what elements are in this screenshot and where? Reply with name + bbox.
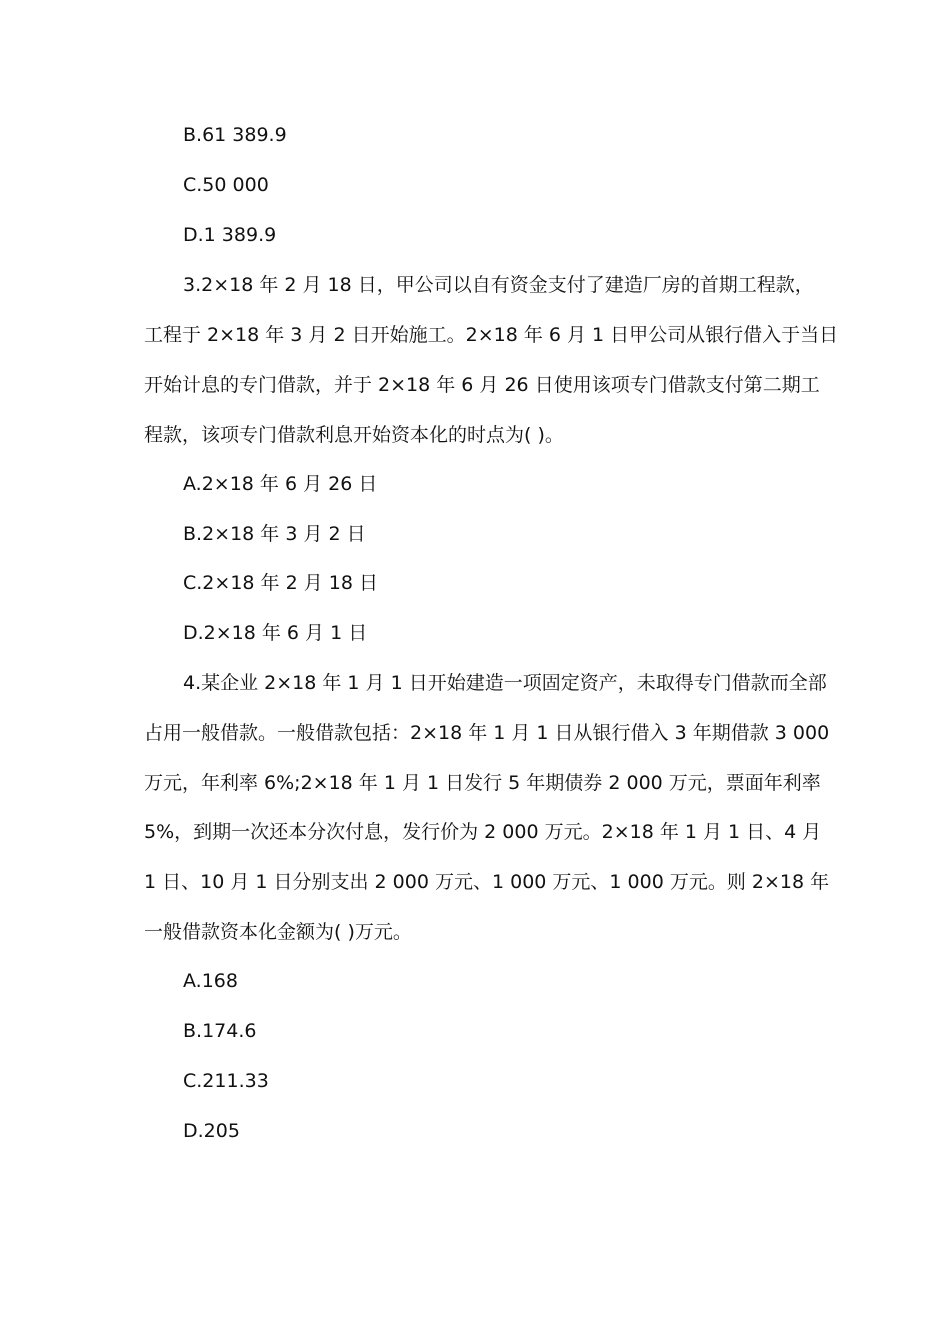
q4-stem-line-3: 万元，年利率 6%;2×18 年 1 月 1 日发行 5 年期债券 2 000 万元，票面年利率 <box>144 772 821 794</box>
q3-stem-line-2: 工程于 2×18 年 3 月 2 日开始施工。2×18 年 6 月 1 日甲公司从银行借入于当日 <box>144 324 839 346</box>
q3-option-d: D.2×18 年 6 月 1 日 <box>183 622 368 644</box>
q4-stem-line-6: 一般借款资本化金额为( )万元。 <box>144 921 412 943</box>
q3-stem-line-4: 程款，该项专门借款利息开始资本化的时点为( )。 <box>144 424 564 446</box>
q3-option-c: C.2×18 年 2 月 18 日 <box>183 572 378 594</box>
q4-option-b: B.174.6 <box>183 1020 257 1042</box>
q4-option-d: D.205 <box>183 1120 240 1142</box>
q3-stem-line-3: 开始计息的专门借款，并于 2×18 年 6 月 26 日使用该项专门借款支付第二期工 <box>144 374 820 396</box>
q4-stem-line-1: 4.某企业 2×18 年 1 月 1 日开始建造一项固定资产，未取得专门借款而全部 <box>183 672 827 694</box>
q3-option-b: B.2×18 年 3 月 2 日 <box>183 523 366 545</box>
q4-stem-line-4: 5%，到期一次还本分次付息，发行价为 2 000 万元。2×18 年 1 月 1 日、4 月 <box>144 821 822 843</box>
q2-option-b: B.61 389.9 <box>183 124 287 146</box>
q4-stem-line-5: 1 日、10 月 1 日分别支出 2 000 万元、1 000 万元、1 000 万元。则 2×18 年 <box>144 871 830 893</box>
q2-option-c: C.50 000 <box>183 174 269 196</box>
q2-option-d: D.1 389.9 <box>183 224 277 246</box>
q4-option-c: C.211.33 <box>183 1070 269 1092</box>
q4-option-a: A.168 <box>183 970 238 992</box>
q4-stem-line-2: 占用一般借款。一般借款包括：2×18 年 1 月 1 日从银行借入 3 年期借款 3 000 <box>144 722 830 744</box>
q3-stem-line-1: 3.2×18 年 2 月 18 日，甲公司以自有资金支付了建造厂房的首期工程款， <box>183 274 814 296</box>
q3-option-a: A.2×18 年 6 月 26 日 <box>183 473 378 495</box>
